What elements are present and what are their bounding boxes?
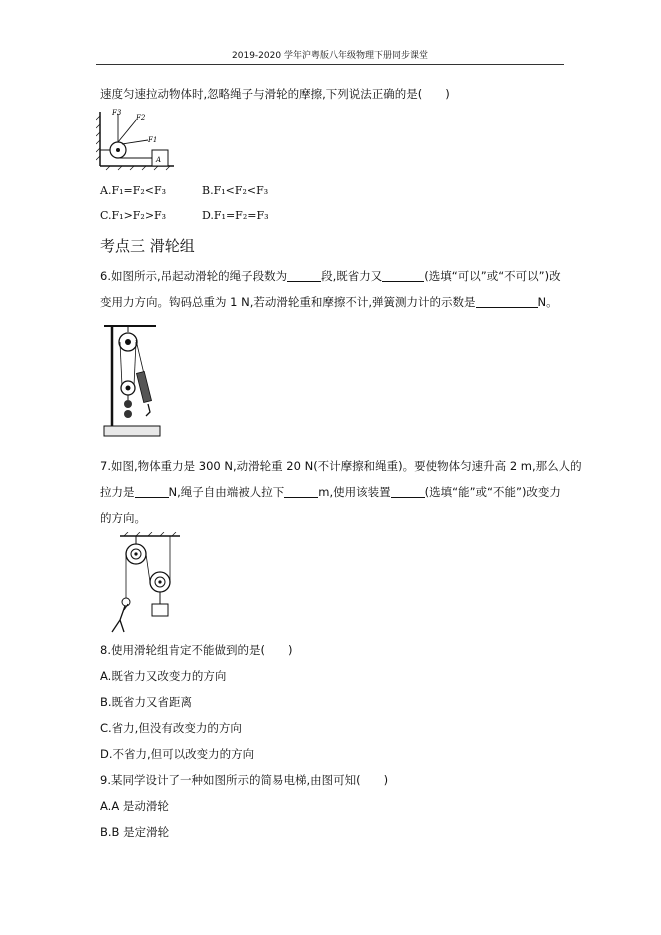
q5-label-a: A <box>156 156 162 164</box>
q5-label-f2: F2 <box>136 114 146 122</box>
q7-figure <box>104 532 186 636</box>
q9-option-b[interactable]: B.B 是定滑轮 <box>100 825 170 839</box>
q5-option-d[interactable]: D.F₁=F₂=F₃ <box>202 209 269 222</box>
q5-option-c[interactable]: C.F₁>F₂>F₃ <box>100 209 167 222</box>
q5-label-f1: F1 <box>148 136 158 144</box>
q6-text-d: 变用力方向。钩码总重为 1 N,若动滑轮重和摩擦不计,弹簧测力计的示数是 <box>100 295 476 309</box>
q7-text-a: 拉力是 <box>100 485 135 499</box>
q7-text-c: m,使用该装置 <box>318 485 391 499</box>
q9-stem: 9.某同学设计了一种如图所示的简易电梯,由图可知( ) <box>100 773 389 787</box>
q6-figure <box>100 322 164 442</box>
q9-option-a[interactable]: A.A 是动滑轮 <box>100 799 169 813</box>
q5-figure <box>96 106 176 172</box>
q8-option-b[interactable]: B.既省力又省距离 <box>100 695 193 709</box>
q5-label-f3: F3 <box>112 109 122 117</box>
q8-option-a[interactable]: A.既省力又改变力的方向 <box>100 669 227 683</box>
q5-stem: 速度匀速拉动物体时,忽略绳子与滑轮的摩擦,下列说法正确的是( ) <box>100 87 450 101</box>
q7-line-2 <box>100 484 561 500</box>
q8-stem: 8.使用滑轮组肯定不能做到的是( ) <box>100 643 293 657</box>
q6-line-1 <box>100 268 561 284</box>
q7-line-1: 7.如图,物体重力是 300 N,动滑轮重 20 N(不计摩擦和绳重)。要使物体匀速升高 2 m,那么人的 <box>100 459 582 473</box>
q6-text-e: N。 <box>537 295 558 309</box>
q6-blank-segments[interactable] <box>287 269 321 282</box>
q6-text-c: (选填“可以”或“不可以”)改 <box>424 269 561 283</box>
q7-blank-direction[interactable] <box>391 485 425 498</box>
q6-text-a: 6.如图所示,吊起动滑轮的绳子段数为 <box>100 269 288 283</box>
q6-blank-direction[interactable] <box>382 269 424 282</box>
page-header: 2019-2020 学年沪粤版八年级物理下册同步课堂 <box>96 50 564 65</box>
q5-option-b[interactable]: B.F₁<F₂<F₃ <box>202 184 269 197</box>
q7-text-b: N,绳子自由端被人拉下 <box>168 485 285 499</box>
q6-blank-reading[interactable] <box>476 295 538 308</box>
q6-line-2 <box>100 294 558 310</box>
q7-line-3: 的方向。 <box>100 511 146 525</box>
q7-blank-distance[interactable] <box>284 485 318 498</box>
q8-option-c[interactable]: C.省力,但没有改变力的方向 <box>100 721 242 735</box>
section-title: 考点三 滑轮组 <box>100 237 195 255</box>
q7-blank-force[interactable] <box>135 485 169 498</box>
q7-text-d: (选填“能”或“不能”)改变力 <box>424 485 561 499</box>
q6-text-b: 段,既省力又 <box>321 269 383 283</box>
q8-option-d[interactable]: D.不省力,但可以改变力的方向 <box>100 747 255 761</box>
q5-option-a[interactable]: A.F₁=F₂<F₃ <box>100 184 166 197</box>
